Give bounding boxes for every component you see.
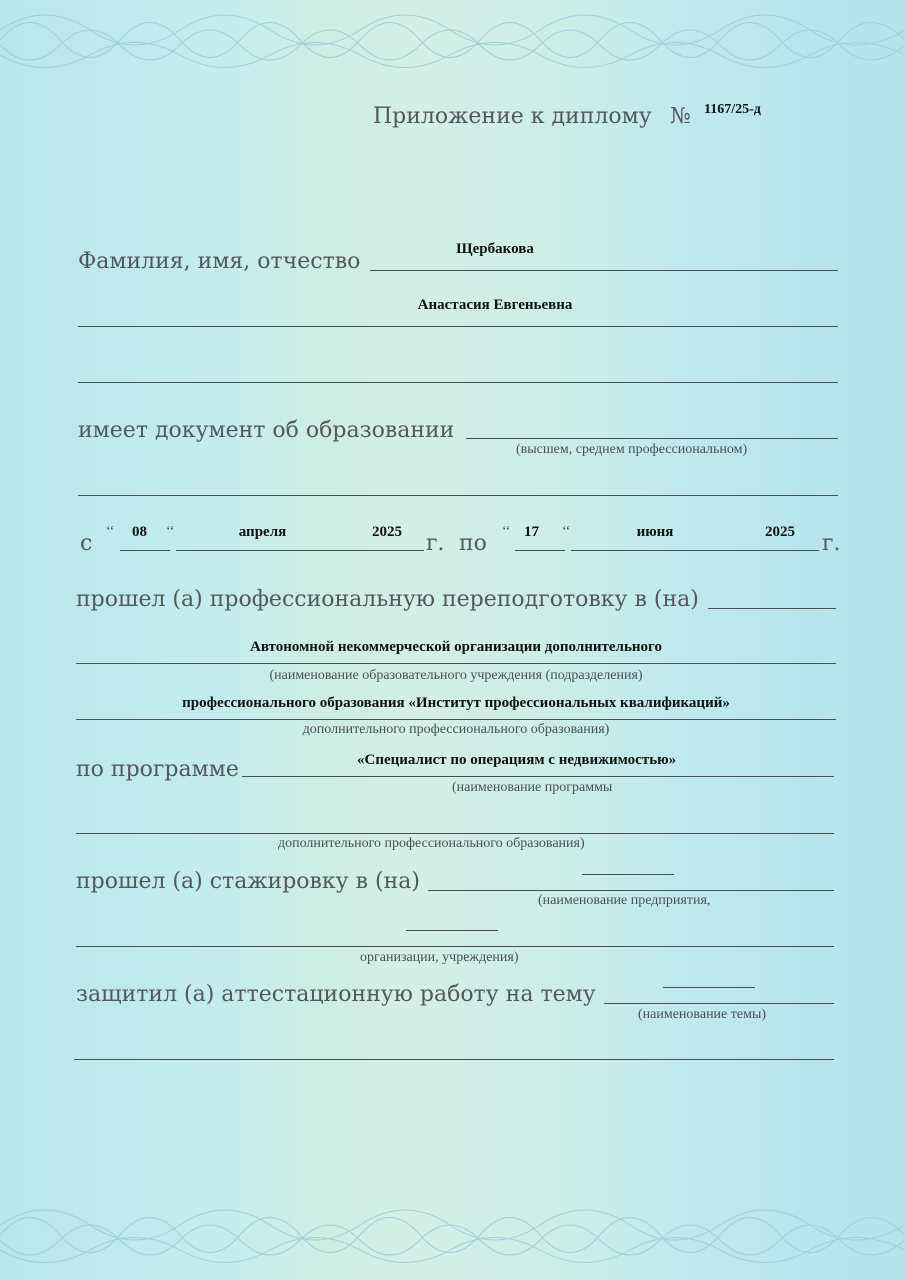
- thesis-line-2: [74, 1059, 834, 1060]
- guilloche-top-border: [0, 0, 905, 80]
- from-month-line: [176, 550, 424, 551]
- from-year-suffix: г.: [426, 531, 445, 556]
- quote-open-2: ‘‘: [502, 524, 511, 539]
- internship-hint-2: организации, учреждения): [360, 950, 519, 965]
- to-month-line: [571, 550, 819, 551]
- from-month: апреля: [238, 524, 287, 540]
- to-year: 2025: [765, 524, 795, 540]
- fio-label: Фамилия, имя, отчество: [78, 249, 361, 274]
- education-hint: (высшем, среднем профессиональном): [516, 442, 748, 457]
- quote-close-2: ‘‘: [562, 524, 571, 539]
- retraining-line-1: [708, 608, 836, 609]
- internship-short-line-1: [582, 874, 674, 875]
- to-month: июня: [636, 524, 674, 540]
- diploma-number: 1167/25-д: [704, 102, 761, 117]
- thesis-label: защитил (а) аттестационную работу на тему: [76, 982, 596, 1007]
- education-label: имеет документ об образовании: [78, 418, 455, 443]
- education-line-1: [466, 438, 838, 439]
- retraining-label: прошел (а) профессиональную переподготовку в (на): [76, 587, 699, 612]
- fio-line-1: [370, 270, 838, 271]
- program-label: по программе: [76, 757, 239, 782]
- from-day-line: [120, 550, 170, 551]
- period-from-prefix: с: [80, 531, 93, 556]
- from-year: 2025: [372, 524, 402, 540]
- internship-line-2: [76, 946, 834, 947]
- education-line-2: [78, 495, 838, 496]
- internship-label: прошел (а) стажировку в (на): [76, 869, 420, 894]
- fio-line-2: [78, 326, 838, 327]
- program-value: «Специалист по операциям с недвижимостью»: [357, 752, 677, 768]
- retraining-line-2: [76, 663, 836, 664]
- thesis-line-1: [604, 1003, 834, 1004]
- program-line-1: [242, 776, 834, 777]
- internship-short-line-2: [406, 930, 498, 931]
- guilloche-bottom-border: [0, 1195, 905, 1275]
- period-to-prefix: по: [459, 531, 487, 556]
- fio-name: Анастасия Евгеньевна: [417, 297, 573, 313]
- fio-surname: Щербакова: [456, 241, 534, 257]
- program-hint-1: (наименование программы: [452, 780, 613, 795]
- to-day-line: [515, 550, 565, 551]
- retraining-org-line-2: профессионального образования «Институт профессиональных квалификаций»: [182, 695, 730, 711]
- retraining-line-3: [76, 719, 836, 720]
- retraining-org-line-1: Автономной некоммерческой организации дополнительного: [250, 639, 662, 655]
- to-year-suffix: г.: [822, 531, 841, 556]
- fio-line-3: [78, 382, 838, 383]
- header-title: Приложение к диплому: [373, 104, 652, 129]
- retraining-hint-1: (наименование образовательного учреждения (подразделения): [269, 668, 643, 683]
- internship-line-1: [428, 890, 834, 891]
- quote-close-1: ‘‘: [166, 524, 175, 539]
- thesis-short-line: [663, 987, 755, 988]
- from-day: 08: [132, 524, 147, 540]
- quote-open-1: ‘‘: [106, 524, 115, 539]
- number-sign: №: [670, 104, 691, 129]
- program-line-2: [76, 833, 834, 834]
- internship-hint-1: (наименование предприятия,: [538, 893, 711, 908]
- to-day: 17: [524, 524, 539, 540]
- thesis-hint: (наименование темы): [638, 1007, 767, 1022]
- program-hint-2: дополнительного профессионального образования): [278, 836, 585, 851]
- retraining-hint-2: дополнительного профессионального образования): [302, 722, 610, 737]
